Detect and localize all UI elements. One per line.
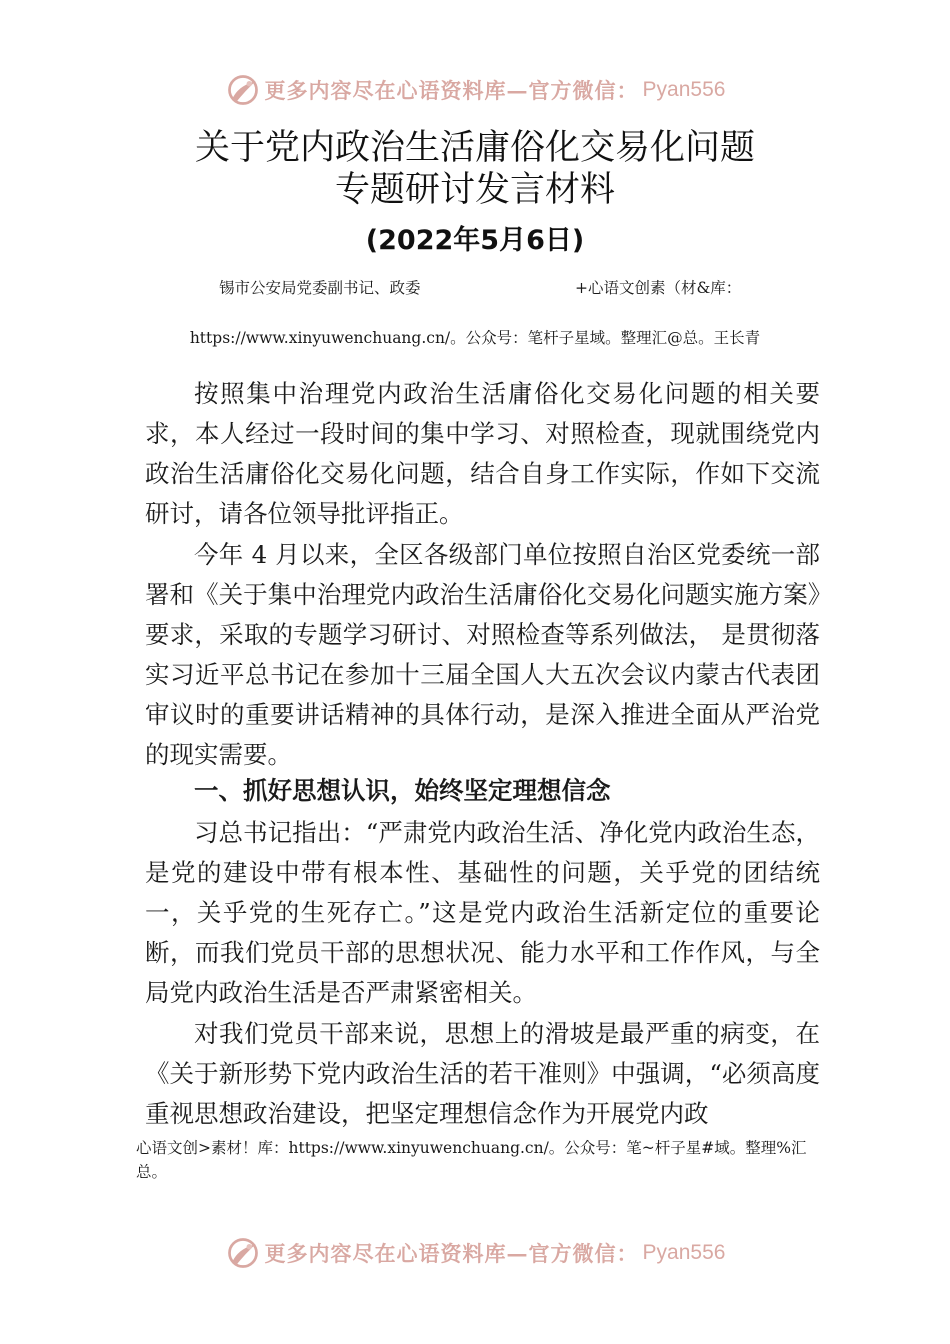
paragraph-intro: 按照集中治理党内政治生活庸俗化交易化问题的相关要求，本人经过一段时间的集中学习、对照检查，现就围绕党内政治生活庸俗化交易化问题，结合自身工作实际，作如下交流研讨，请各位领导批评指正。 <box>145 379 820 528</box>
logo-icon <box>225 72 261 108</box>
paragraph-background: 今年 4 月以来，全区各级部门单位按照自治区党委统一部署和《关于集中治理党内政治生活庸俗化交易化问题实施方案》要求，采取的专题学习研讨、对照检查等系列做法， 是贯彻落实习近平总书记在参加十三届全国人大五次会议内蒙古代表团审议时的重要讲话精神的具体行动，是深入推进全面从严治党的现实需要。 <box>145 540 820 769</box>
page-footer-note: 心语文创>素材！库：https://www.xinyuwenchuang.cn/。公众号：笔~杆子星#域。整理%汇总。 <box>136 1139 807 1181</box>
header-banner <box>0 70 950 110</box>
logo-icon <box>225 1235 261 1271</box>
document-date: (2022年5月6日) <box>365 225 585 256</box>
banner-wechat-id: Pyan556 <box>642 78 726 101</box>
banner-text: 更多内容尽在心语资料库—官方微信： <box>264 78 639 103</box>
section-heading-1: 一、抓好思想认识，始终坚定理想信念 <box>194 776 611 805</box>
document-title-line1: 关于党内政治生活庸俗化交易化问题 <box>194 128 755 168</box>
banner-wechat-id: Pyan556 <box>642 1241 726 1264</box>
footer-banner <box>0 1233 950 1273</box>
author-line-left: 锡市公安局党委副书记、政委 <box>219 279 421 297</box>
author-source-line: https://www.xinyuwenchuang.cn/。公众号：笔杆子星域。整理汇@总。王长青 <box>189 329 761 347</box>
paragraph-ideology: 对我们党员干部来说，思想上的滑坡是最严重的病变，在《关于新形势下党内政治生活的若干准则》中强调，“必须高度重视思想政治建设，把坚定理想信念作为开展党内政 <box>145 1019 820 1128</box>
banner-text: 更多内容尽在心语资料库—官方微信： <box>264 1241 639 1266</box>
paragraph-quote: 习总书记指出：“严肃党内政治生活、净化党内政治生态，是党的建设中带有根本性、基础性的问题，关乎党的团结统一，关乎党的生死存亡。”这是党内政治生活新定位的重要论断，而我们党员干部的思想状况、能力水平和工作作风，与全局党内政治生活是否严肃紧密相关。 <box>145 818 820 1007</box>
document-title-line2: 专题研讨发言材料 <box>334 170 615 210</box>
author-line-right: +心语文创素（材&库： <box>575 279 742 297</box>
